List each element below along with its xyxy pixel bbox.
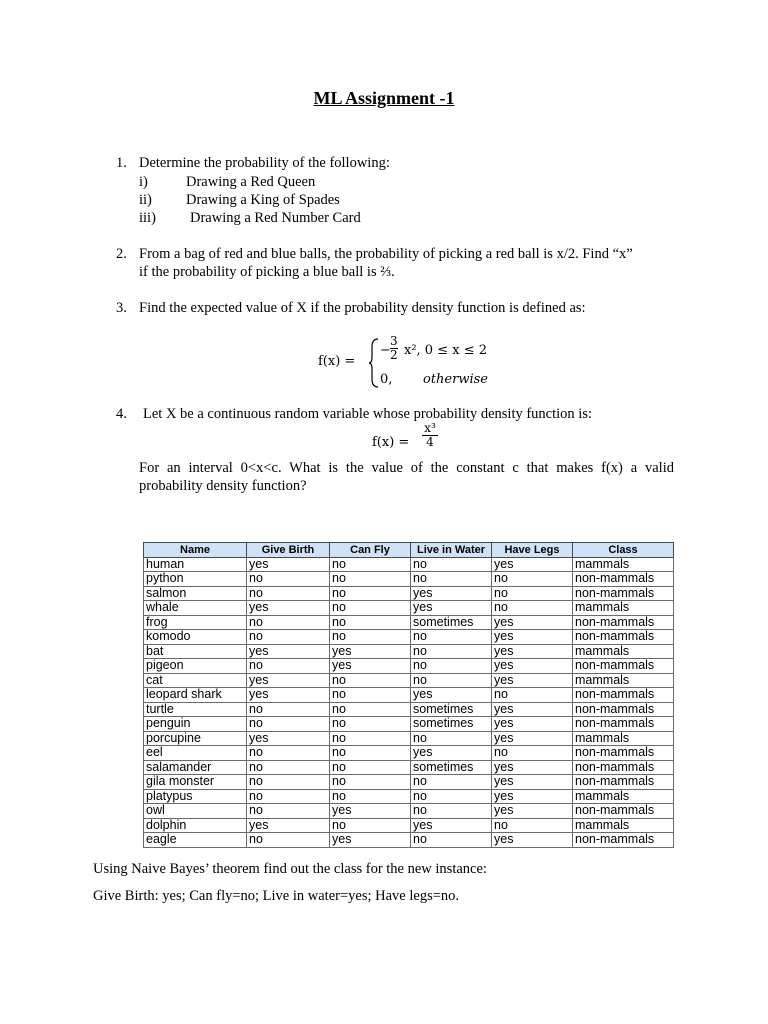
table-row	[144, 630, 674, 645]
table-row	[144, 702, 674, 717]
table-cell: no	[330, 760, 411, 775]
fraction-denominator: 4	[422, 435, 438, 449]
table-row	[144, 557, 674, 572]
table-cell: mammals	[573, 601, 674, 616]
table-cell: no	[330, 775, 411, 790]
table-header-row	[144, 543, 674, 558]
table-cell: penguin	[144, 717, 247, 732]
table-cell: salmon	[144, 586, 247, 601]
table-row	[144, 572, 674, 587]
table-cell: no	[247, 789, 330, 804]
question-text: Find the expected value of X if the probability density function is defined as:	[139, 300, 586, 316]
item-text: Drawing a King of Spades	[186, 192, 340, 208]
formula-lhs: f(x) =	[318, 354, 356, 369]
table-cell: sometimes	[411, 760, 492, 775]
case2-value: 0,	[380, 372, 393, 387]
fraction-numerator: 3	[390, 334, 398, 348]
table-cell: no	[247, 630, 330, 645]
column-header: Live in Water	[411, 543, 492, 558]
table-cell: eel	[144, 746, 247, 761]
table-cell: no	[247, 615, 330, 630]
table-cell: no	[411, 673, 492, 688]
table-cell: no	[247, 760, 330, 775]
table-cell: leopard shark	[144, 688, 247, 703]
item-text: Drawing a Red Number Card	[190, 210, 361, 226]
table-cell: gila monster	[144, 775, 247, 790]
table-cell: yes	[247, 818, 330, 833]
table-cell: frog	[144, 615, 247, 630]
table-cell: no	[247, 804, 330, 819]
item-text: Drawing a Red Queen	[186, 174, 316, 190]
table-cell: yes	[492, 775, 573, 790]
table-cell: cat	[144, 673, 247, 688]
table-body	[144, 557, 674, 847]
table-cell: no	[492, 586, 573, 601]
table-cell: no	[330, 702, 411, 717]
table-row	[144, 731, 674, 746]
table-row	[144, 775, 674, 790]
question-text-line1: From a bag of red and blue balls, the probability of picking a red ball is x/2. Find “x”	[139, 246, 633, 262]
table-cell: no	[247, 833, 330, 848]
table-cell: no	[330, 557, 411, 572]
table-cell: no	[330, 789, 411, 804]
fraction-numerator: x³	[424, 421, 436, 435]
animals-table	[143, 542, 674, 848]
table-cell: non-mammals	[573, 688, 674, 703]
table-cell: no	[330, 572, 411, 587]
table-cell: whale	[144, 601, 247, 616]
table-cell: yes	[492, 673, 573, 688]
table-cell: sometimes	[411, 702, 492, 717]
question-number: 2.	[116, 246, 127, 262]
new-instance-text: Give Birth: yes; Can fly=no; Live in water=yes; Have legs=no.	[93, 888, 460, 904]
item-roman: iii)	[139, 210, 156, 226]
item-roman: ii)	[139, 192, 152, 208]
table-cell: yes	[247, 688, 330, 703]
table-cell: yes	[492, 644, 573, 659]
question-text: Let X be a continuous random variable whose probability density function is:	[143, 406, 592, 422]
table-cell: no	[247, 746, 330, 761]
table-cell: non-mammals	[573, 775, 674, 790]
table-cell: yes	[330, 804, 411, 819]
table-cell: pigeon	[144, 659, 247, 674]
question-number: 3.	[116, 300, 127, 316]
table-cell: owl	[144, 804, 247, 819]
table-row	[144, 833, 674, 848]
table-cell: no	[247, 717, 330, 732]
table-cell: no	[411, 557, 492, 572]
question-number: 1.	[116, 155, 127, 171]
table-cell: yes	[411, 818, 492, 833]
table-cell: no	[411, 789, 492, 804]
table-cell: non-mammals	[573, 760, 674, 775]
table-row	[144, 789, 674, 804]
table-cell: no	[330, 630, 411, 645]
table-cell: yes	[247, 731, 330, 746]
column-header: Have Legs	[492, 543, 573, 558]
table-cell: yes	[411, 586, 492, 601]
table-cell: no	[411, 644, 492, 659]
table-cell: komodo	[144, 630, 247, 645]
table-cell: no	[247, 572, 330, 587]
table-cell: yes	[411, 746, 492, 761]
table-cell: no	[411, 833, 492, 848]
table-cell: no	[492, 746, 573, 761]
table-cell: non-mammals	[573, 586, 674, 601]
table-cell: bat	[144, 644, 247, 659]
table-cell: no	[411, 630, 492, 645]
table-cell: non-mammals	[573, 615, 674, 630]
question-text-line2: if the probability of picking a blue ball is ⅔.	[139, 264, 395, 280]
piecewise-formula	[318, 335, 518, 391]
table-cell: non-mammals	[573, 833, 674, 848]
table-row	[144, 586, 674, 601]
table-cell: non-mammals	[573, 746, 674, 761]
table-cell: no	[492, 818, 573, 833]
table-cell: yes	[492, 557, 573, 572]
table-row	[144, 644, 674, 659]
table-cell: no	[411, 775, 492, 790]
table-cell: yes	[492, 659, 573, 674]
formula-fraction	[422, 422, 438, 449]
table-cell: no	[247, 775, 330, 790]
column-header: Name	[144, 543, 247, 558]
table-cell: no	[247, 702, 330, 717]
table-cell: no	[330, 818, 411, 833]
table-row	[144, 659, 674, 674]
table-cell: yes	[247, 644, 330, 659]
column-header: Can Fly	[330, 543, 411, 558]
instruction-text: Using Naive Bayes’ theorem find out the class for the new instance:	[93, 861, 487, 877]
table-cell: yes	[411, 601, 492, 616]
table-cell: no	[411, 659, 492, 674]
question-text: Determine the probability of the following:	[139, 155, 390, 171]
table-cell: yes	[492, 833, 573, 848]
table-cell: sometimes	[411, 717, 492, 732]
table-cell: yes	[492, 804, 573, 819]
formula-lhs: f(x) =	[372, 435, 410, 450]
table-row	[144, 615, 674, 630]
table-cell: yes	[330, 659, 411, 674]
table-cell: yes	[492, 615, 573, 630]
fraction-denominator: 2	[390, 348, 398, 362]
table-cell: no	[330, 601, 411, 616]
table-cell: no	[330, 717, 411, 732]
table-cell: no	[492, 572, 573, 587]
table-cell: turtle	[144, 702, 247, 717]
table-cell: non-mammals	[573, 659, 674, 674]
question-number: 4.	[116, 406, 127, 422]
table-cell: mammals	[573, 789, 674, 804]
table-cell: no	[492, 601, 573, 616]
table-cell: mammals	[573, 818, 674, 833]
left-brace-icon	[368, 337, 380, 389]
case1-sign: −	[380, 343, 391, 358]
table-cell: yes	[247, 557, 330, 572]
table-cell: no	[411, 731, 492, 746]
table-cell: yes	[492, 717, 573, 732]
table-cell: no	[411, 572, 492, 587]
table-cell: yes	[492, 760, 573, 775]
table-cell: no	[330, 746, 411, 761]
table-cell: yes	[492, 731, 573, 746]
table-cell: porcupine	[144, 731, 247, 746]
table-row	[144, 818, 674, 833]
case1-expression: x², 0 ≤ x ≤ 2	[404, 343, 487, 358]
table-cell: yes	[247, 673, 330, 688]
table-row	[144, 760, 674, 775]
table-cell: no	[330, 731, 411, 746]
table-cell: no	[247, 586, 330, 601]
table-row	[144, 717, 674, 732]
table-cell: yes	[330, 833, 411, 848]
table-cell: non-mammals	[573, 804, 674, 819]
table-cell: no	[411, 804, 492, 819]
table-cell: platypus	[144, 789, 247, 804]
case2-condition: otherwise	[423, 372, 488, 387]
question-text-line2: probability density function?	[139, 478, 307, 494]
column-header: Give Birth	[247, 543, 330, 558]
table-cell: non-mammals	[573, 717, 674, 732]
table-cell: no	[330, 586, 411, 601]
table-cell: yes	[492, 630, 573, 645]
table-cell: human	[144, 557, 247, 572]
table-cell: non-mammals	[573, 630, 674, 645]
item-roman: i)	[139, 174, 148, 190]
table-cell: mammals	[573, 557, 674, 572]
density-formula	[372, 422, 452, 458]
table-cell: no	[330, 673, 411, 688]
table-row	[144, 601, 674, 616]
table-cell: mammals	[573, 644, 674, 659]
table-cell: mammals	[573, 731, 674, 746]
table-cell: no	[492, 688, 573, 703]
table-cell: yes	[492, 702, 573, 717]
table-cell: no	[330, 688, 411, 703]
table-row	[144, 746, 674, 761]
table-cell: eagle	[144, 833, 247, 848]
table-cell: yes	[247, 601, 330, 616]
table-cell: yes	[411, 688, 492, 703]
case1-fraction	[390, 335, 398, 362]
table-cell: salamander	[144, 760, 247, 775]
table-row	[144, 804, 674, 819]
table-cell: non-mammals	[573, 572, 674, 587]
column-header: Class	[573, 543, 674, 558]
table-cell: mammals	[573, 673, 674, 688]
table-cell: dolphin	[144, 818, 247, 833]
table-row	[144, 688, 674, 703]
table-cell: yes	[330, 644, 411, 659]
table-cell: no	[247, 659, 330, 674]
page-title: ML Assignment -1	[313, 88, 455, 108]
table-cell: non-mammals	[573, 702, 674, 717]
table-cell: no	[330, 615, 411, 630]
table-cell: yes	[492, 789, 573, 804]
table-row	[144, 673, 674, 688]
table-cell: sometimes	[411, 615, 492, 630]
question-text-line1: For an interval 0<x<c. What is the value of the constant c that makes f(x) a valid	[139, 460, 674, 476]
table-cell: python	[144, 572, 247, 587]
